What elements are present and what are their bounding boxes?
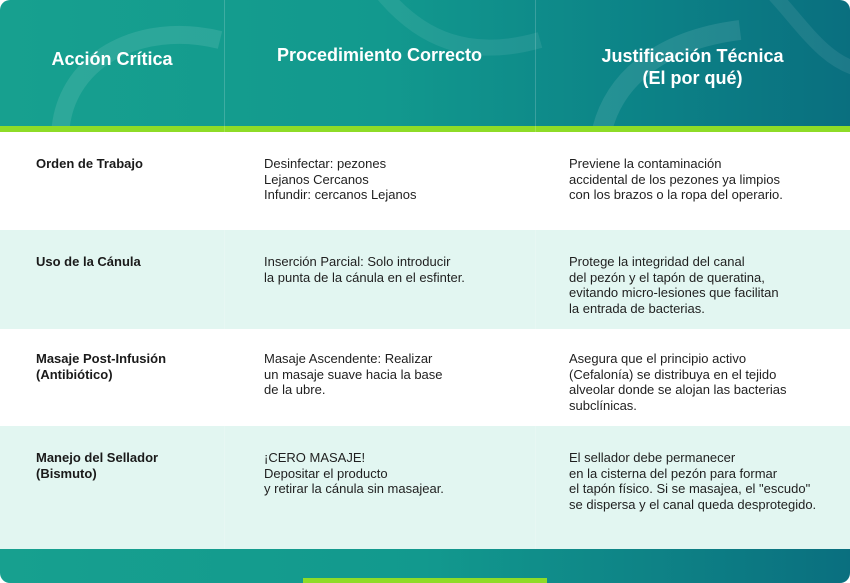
text-line: El sellador debe permanecer (569, 450, 736, 465)
text-line: subclínicas. (569, 397, 637, 413)
text-line: de la ubre. (264, 382, 326, 397)
text-line: ¡CERO MASAJE! (264, 450, 366, 465)
row-justification (569, 351, 829, 413)
text-line: Acción Crítica (51, 49, 173, 69)
text-line: se dispersa y el canal queda desprotegido. (569, 496, 817, 512)
text-line: Procedimiento Correcto (276, 45, 483, 65)
text-line: Previene la contaminación (569, 156, 722, 171)
table-row (0, 426, 850, 549)
text-line: (Bismuto) (36, 465, 97, 481)
row-justification (569, 156, 829, 203)
row-action (36, 156, 216, 172)
text-line: Inserción Parcial: Solo introducir (264, 254, 451, 269)
row-justification (569, 254, 829, 316)
row-procedure (264, 351, 514, 398)
header-accion-critica (0, 0, 224, 122)
text-line: evitando micro-lesiones que facilitan (569, 285, 779, 300)
text-line: Desinfectar: pezones (264, 156, 387, 171)
footer-accent-bar (303, 578, 547, 583)
text-line: alveolar donde se alojan las bacterias (569, 382, 787, 397)
text-line: la entrada de bacterias. (569, 300, 705, 316)
text-line: Protege la integridad del canal (569, 254, 745, 269)
row-procedure (264, 156, 514, 203)
text-line: Masaje Post-Infusión (36, 351, 167, 366)
text-line: el tapón físico. Si se masajea, el "escudo" (569, 481, 811, 496)
text-line: Masaje Ascendente: Realizar (264, 351, 433, 366)
header-procedimiento-correcto (224, 0, 535, 118)
text-line: Manejo del Sellador (36, 450, 159, 465)
row-action (36, 351, 216, 382)
row-procedure (264, 254, 514, 285)
column-divider (535, 0, 536, 549)
column-divider (224, 0, 225, 549)
text-line: Uso de la Cánula (36, 254, 141, 269)
header-justificacion-tecnica (535, 4, 850, 126)
text-line: del pezón y el tapón de queratina, (569, 269, 765, 285)
row-procedure (264, 450, 514, 497)
text-line: Lejanos Cercanos (264, 171, 369, 187)
text-line: Depositar el producto (264, 465, 388, 481)
table-row (0, 329, 850, 426)
text-line: (El por qué) (642, 68, 743, 88)
text-line: con los brazos o la ropa del operario. (569, 187, 783, 202)
text-line: la punta de la cánula en el esfinter. (264, 269, 465, 285)
row-action (36, 254, 216, 270)
text-line: Orden de Trabajo (36, 156, 143, 171)
text-line: un masaje suave hacia la base (264, 366, 443, 382)
text-line: (Cefalonía) se distribuya en el tejido (569, 366, 777, 382)
text-line: Justificación Técnica (601, 46, 784, 66)
table-row (0, 132, 850, 230)
text-line: Asegura que el principio activo (569, 351, 747, 366)
text-line: y retirar la cánula sin masajear. (264, 481, 444, 496)
row-justification (569, 450, 829, 512)
table-row (0, 230, 850, 329)
text-line: en la cisterna del pezón para formar (569, 465, 778, 481)
table-header (0, 0, 850, 126)
text-line: accidental de los pezones ya limpios (569, 171, 781, 187)
row-action (36, 450, 216, 481)
text-line: (Antibiótico) (36, 366, 113, 382)
text-line: Infundir: cercanos Lejanos (264, 187, 417, 202)
